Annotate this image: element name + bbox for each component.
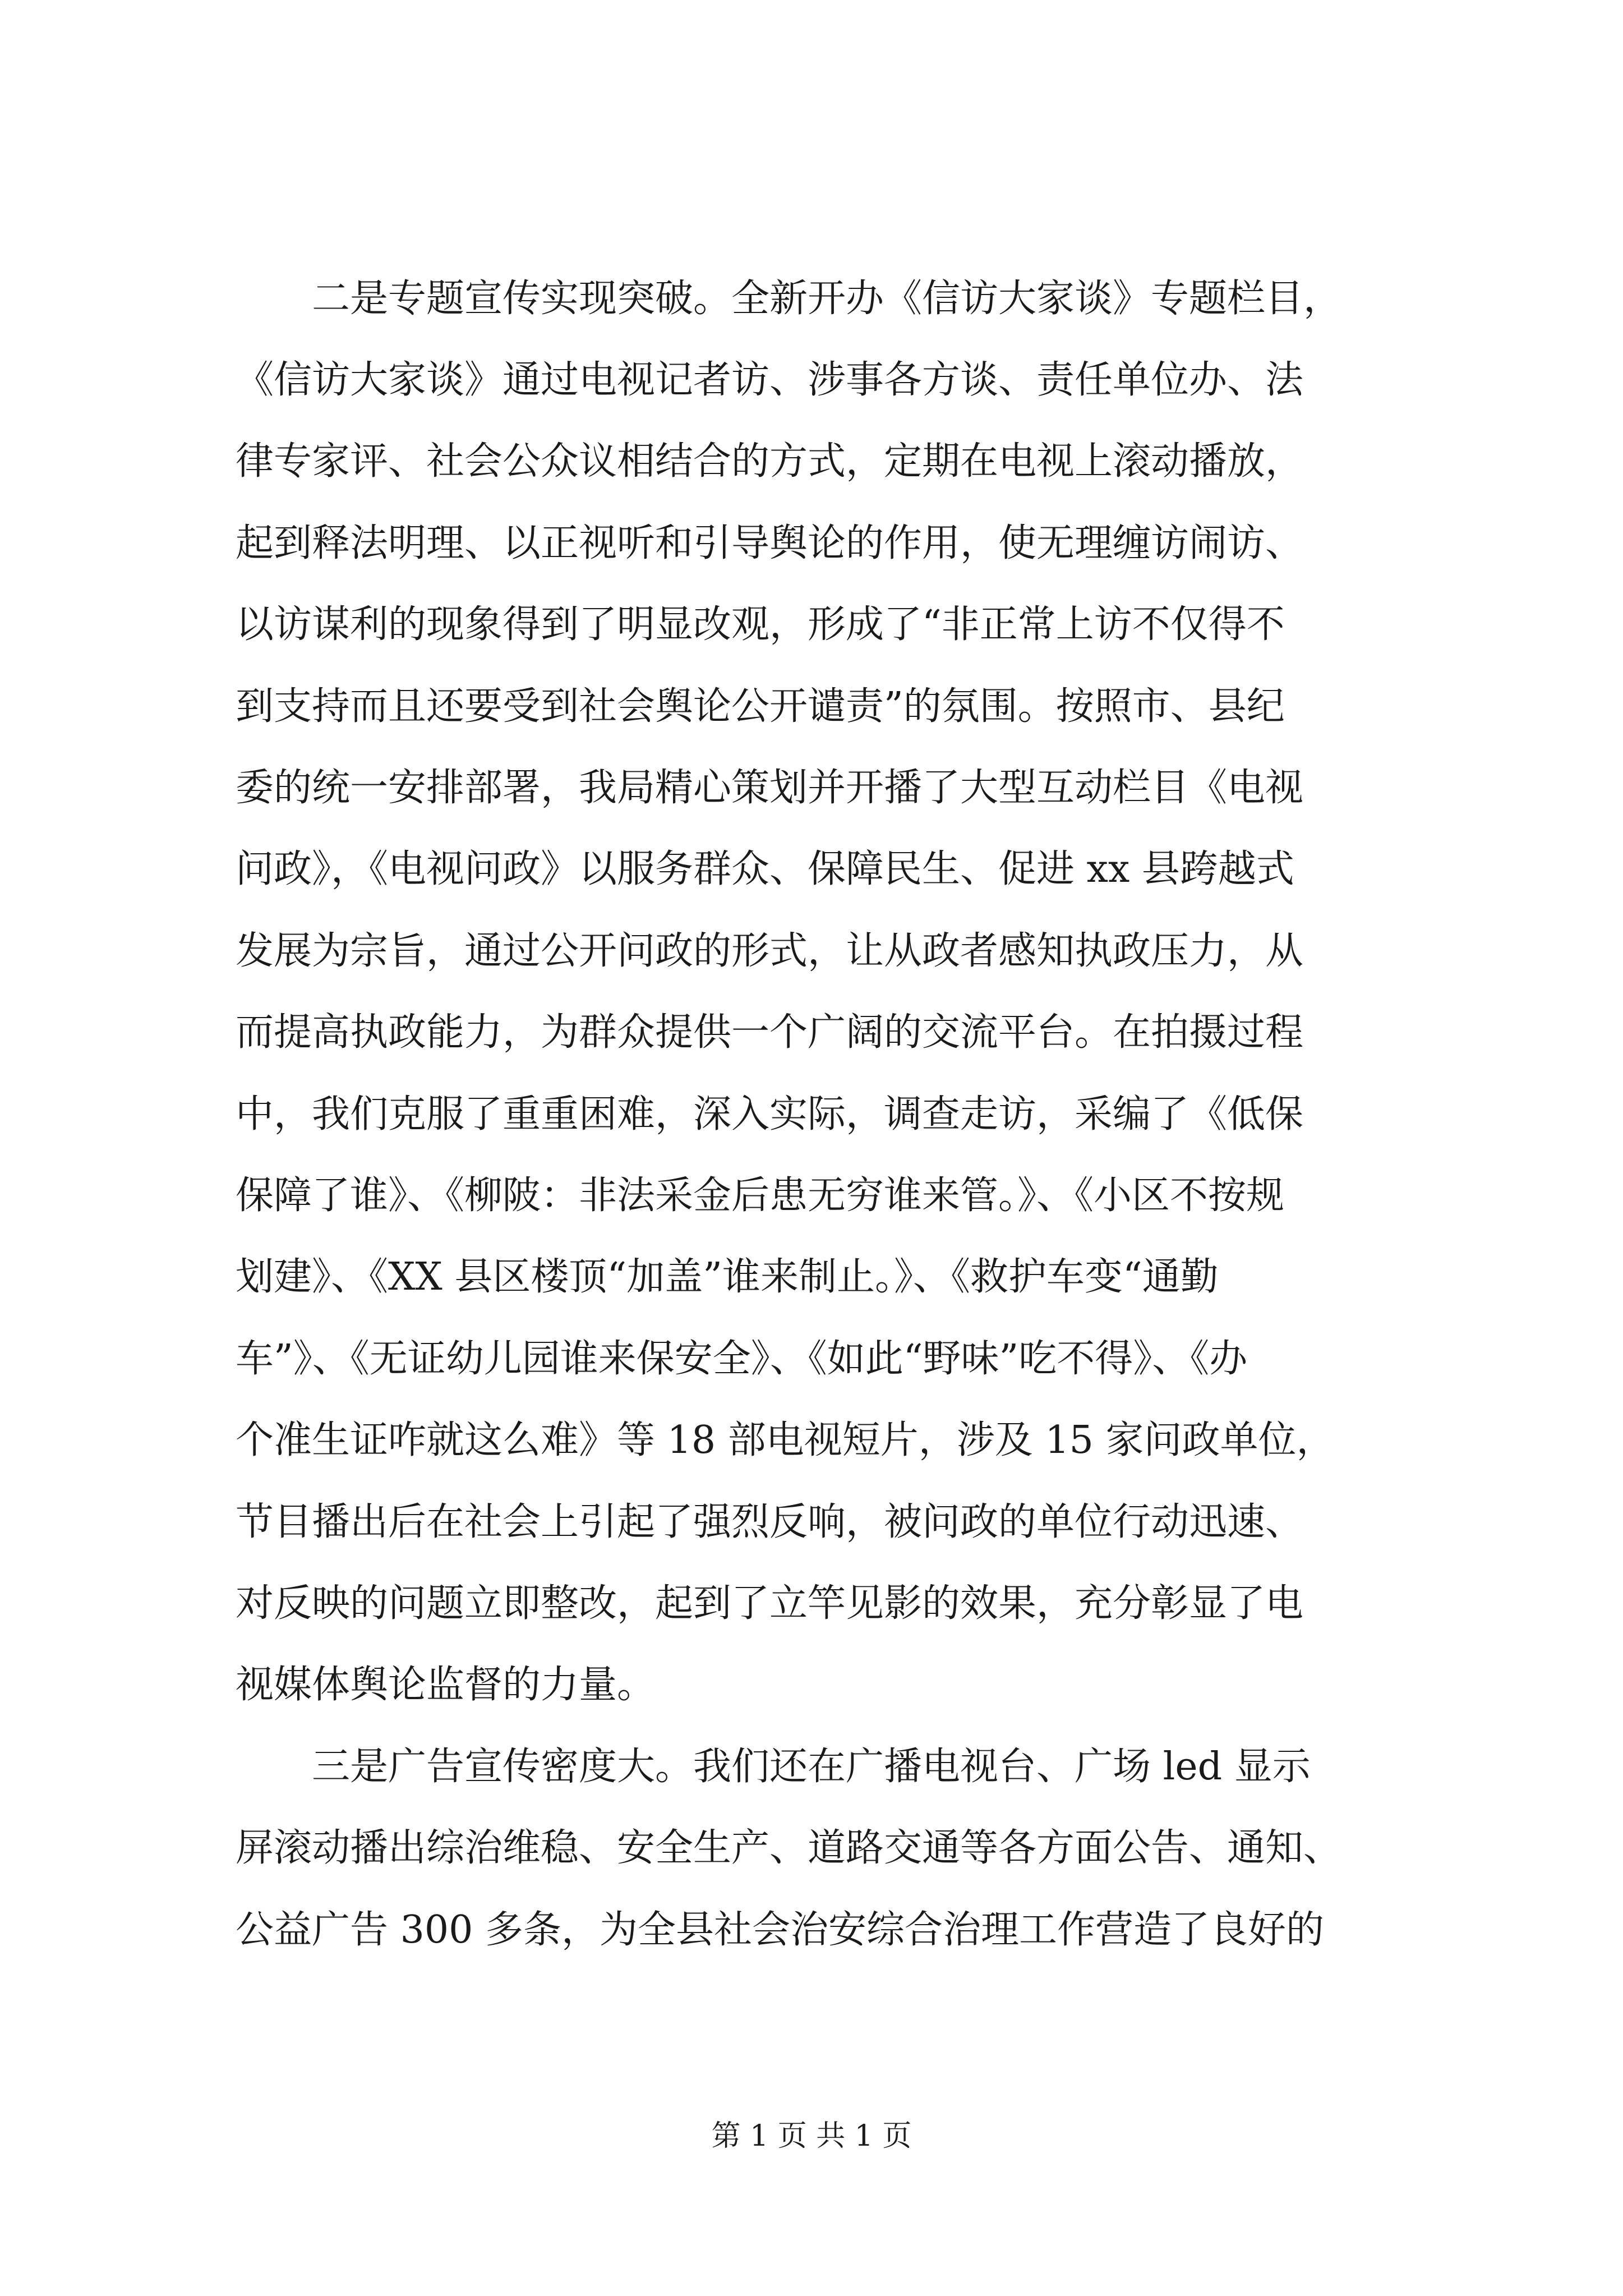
paragraph-line: 二是专题宣传实现突破。全新开办《信访大家谈》专题栏目， xyxy=(312,276,1342,321)
paragraph-line: 问政》，《电视问政》以服务群众、保障民生、促进 xx 县跨越式 xyxy=(236,847,1294,892)
paragraph-line: 个准生证咋就这么难》等 18 部电视短片，涉及 15 家问政单位， xyxy=(236,1418,1335,1463)
paragraph-line: 保障了谁》、《柳陂：非法采金后患无穷谁来管。》、《小区不按规 xyxy=(236,1173,1285,1218)
paragraph-line: 《信访大家谈》通过电视记者访、涉事各方谈、责任单位办、法 xyxy=(236,358,1304,403)
paragraph-line: 节目播出后在社会上引起了强烈反响，被问政的单位行动迅速、 xyxy=(236,1499,1304,1544)
paragraph-line: 划建》、《XX 县区楼顶“加盖”谁来制止。》、《救护车变“通勤 xyxy=(236,1255,1219,1300)
paragraph-line: 视媒体舆论监督的力量。 xyxy=(236,1663,656,1708)
paragraph-line: 发展为宗旨，通过公开问政的形式，让从政者感知执政压力，从 xyxy=(236,928,1304,973)
paragraph-line: 律专家评、社会公众议相结合的方式，定期在电视上滚动播放， xyxy=(236,439,1304,484)
document-body xyxy=(236,258,1421,1971)
paragraph-line: 车”》、《无证幼儿园谁来保安全》、《如此“野味”吃不得》、《办 xyxy=(236,1336,1248,1381)
paragraph-line: 屏滚动播出综治维稳、安全生产、道路交通等各方面公告、通知、 xyxy=(236,1826,1342,1871)
paragraph-line: 三是广告宣传密度大。我们还在广播电视台、广场 led 显示 xyxy=(312,1744,1311,1789)
page-number-footer: 第 1 页 共 1 页 xyxy=(711,2119,912,2153)
paragraph-line: 以访谋利的现象得到了明显改观，形成了“非正常上访不仅得不 xyxy=(236,602,1285,647)
paragraph-line: 而提高执政能力，为群众提供一个广阔的交流平台。在拍摄过程 xyxy=(236,1010,1304,1055)
paragraph-line: 委的统一安排部署，我局精心策划并开播了大型互动栏目《电视 xyxy=(236,766,1304,811)
paragraph-line: 到支持而且还要受到社会舆论公开谴责”的氛围。按照市、县纪 xyxy=(236,684,1285,729)
paragraph-line: 起到释法明理、以正视听和引导舆论的作用，使无理缠访闹访、 xyxy=(236,521,1304,565)
paragraph-line: 公益广告 300 多条，为全县社会治安综合治理工作营造了良好的 xyxy=(236,1907,1325,1952)
paragraph-line: 中，我们克服了重重困难，深入实际，调查走访，采编了《低保 xyxy=(236,1092,1304,1137)
paragraph-line: 对反映的问题立即整改，起到了立竿见影的效果，充分彰显了电 xyxy=(236,1581,1304,1626)
